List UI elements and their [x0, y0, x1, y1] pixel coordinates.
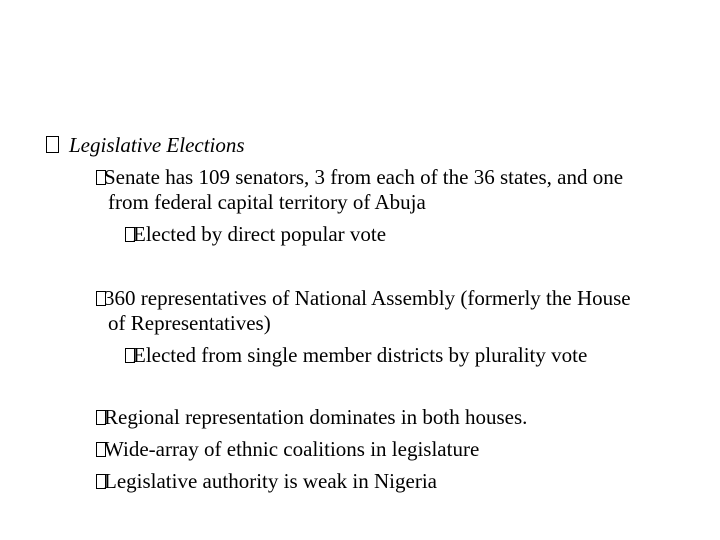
bullet-text: Legislative authority is weak in Nigeria — [104, 469, 437, 493]
bullet-text: Regional representation dominates in both houses. — [104, 405, 528, 429]
bullet-text: Wide-array of ethnic coalitions in legislature — [104, 437, 480, 461]
missing-glyph-bullet-icon — [96, 442, 106, 457]
missing-glyph-bullet-icon — [96, 170, 106, 185]
bullet-item — [96, 405, 527, 429]
missing-glyph-bullet-icon — [125, 348, 135, 363]
missing-glyph-bullet-icon — [96, 474, 106, 489]
bullet-item — [96, 165, 623, 189]
bullet-text: Senate has 109 senators, 3 from each of the 36 states, and one — [104, 165, 624, 189]
sub-bullet-text: Elected by direct popular vote — [133, 222, 387, 246]
sub-bullet-item — [125, 343, 587, 367]
bullet-continuation: of Representatives) — [108, 311, 271, 335]
bullet-item — [96, 469, 437, 493]
bullet-continuation: from federal capital territory of Abuja — [108, 190, 426, 214]
missing-glyph-bullet-icon — [96, 291, 106, 306]
bullet-text: 360 representatives of National Assembly (formerly the House — [104, 286, 631, 310]
sub-bullet-text: Elected from single member districts by plurality vote — [133, 343, 588, 367]
missing-glyph-bullet-icon — [46, 136, 59, 153]
bullet-item — [96, 437, 479, 461]
sub-bullet-item — [125, 222, 386, 246]
slide-heading: Legislative Elections — [69, 133, 245, 157]
missing-glyph-bullet-icon — [125, 227, 135, 242]
heading-line — [46, 133, 245, 157]
missing-glyph-bullet-icon — [96, 410, 106, 425]
bullet-item — [96, 286, 631, 310]
